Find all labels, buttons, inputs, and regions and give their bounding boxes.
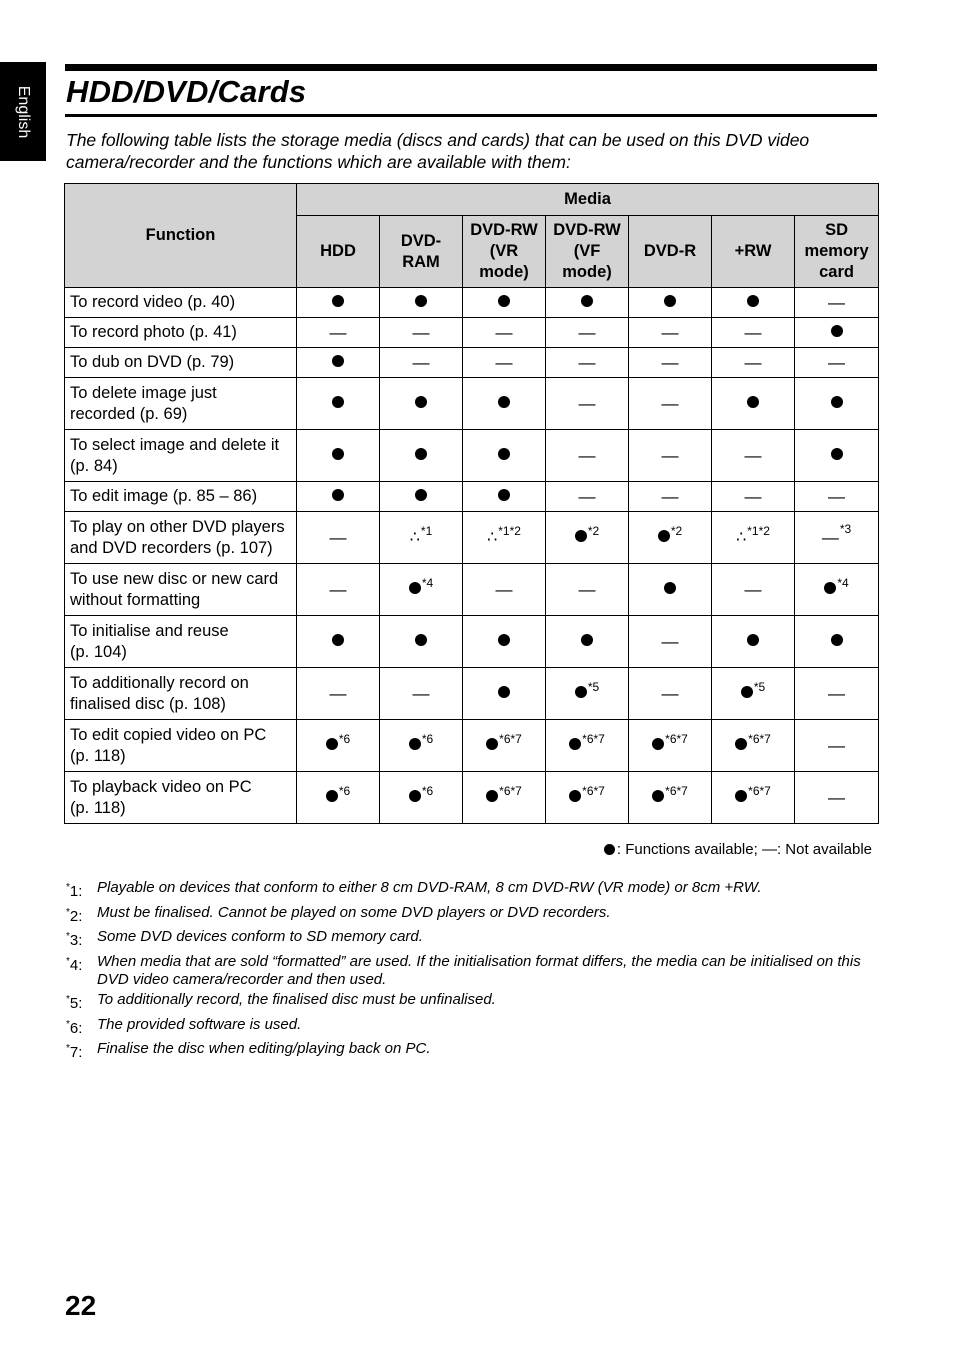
- table-row: [65, 288, 879, 318]
- availability-cell: [629, 564, 712, 616]
- table-row: [65, 720, 879, 772]
- available-dot-icon: [831, 396, 843, 408]
- not-available-dash-icon: —: [661, 393, 679, 413]
- available-dot-icon: [735, 790, 747, 802]
- availability-cell: [463, 430, 546, 482]
- available-dot-icon: [831, 634, 843, 646]
- available-dot-icon: [735, 738, 747, 750]
- available-dot-icon: [498, 396, 510, 408]
- availability-cell: [380, 288, 463, 318]
- available-dot-icon: [569, 790, 581, 802]
- availability-cell: [629, 720, 712, 772]
- availability-cell: [712, 430, 795, 482]
- available-dot-icon: [575, 530, 587, 542]
- availability-cell: [712, 378, 795, 430]
- function-header: Function: [65, 184, 297, 288]
- availability-cell: [546, 348, 629, 378]
- column-header: SD memory card: [795, 216, 879, 288]
- function-cell: To record video (p. 40): [65, 288, 297, 318]
- footnote-ref: *6: [338, 732, 351, 746]
- availability-cell: [463, 318, 546, 348]
- not-available-dash-icon: —: [821, 527, 839, 547]
- not-available-dash-icon: —: [744, 322, 762, 342]
- available-dot-icon: [664, 295, 676, 307]
- availability-cell: [795, 348, 879, 378]
- availability-cell: [463, 668, 546, 720]
- available-dot-icon: [498, 634, 510, 646]
- availability-cell: [795, 430, 879, 482]
- availability-cell: [380, 720, 463, 772]
- available-dot-icon: [498, 686, 510, 698]
- table-row: [65, 378, 879, 430]
- not-available-dash-icon: —: [495, 352, 513, 372]
- availability-cell: [795, 288, 879, 318]
- footnote-text: The provided software is used.: [97, 1015, 302, 1033]
- footnote-item: [66, 1040, 876, 1062]
- partial-availability-icon: ∴: [487, 529, 498, 546]
- not-available-dash-icon: —: [412, 322, 430, 342]
- availability-cell: [463, 616, 546, 668]
- function-cell: To use new disc or new card without formatting: [65, 564, 297, 616]
- availability-cell: [546, 318, 629, 348]
- availability-cell: [380, 772, 463, 824]
- function-cell: To edit copied video on PC (p. 118): [65, 720, 297, 772]
- function-cell: To select image and delete it (p. 84): [65, 430, 297, 482]
- function-cell: To additionally record on finalised disc (p. 108): [65, 668, 297, 720]
- table-row: [65, 668, 879, 720]
- legend: [604, 841, 872, 858]
- availability-cell: [546, 616, 629, 668]
- footnote-number: 3: [69, 932, 79, 949]
- not-available-dash-icon: —: [578, 393, 596, 413]
- available-dot-icon: [581, 634, 593, 646]
- not-available-dash-icon: —: [828, 486, 846, 506]
- available-dot-icon: [332, 396, 344, 408]
- availability-cell: [629, 318, 712, 348]
- availability-cell: [380, 378, 463, 430]
- not-available-dash-icon: —: [661, 322, 679, 342]
- not-available-dash-icon: —: [661, 352, 679, 372]
- availability-cell: [546, 772, 629, 824]
- availability-cell: [795, 616, 879, 668]
- footnote-number: 2: [69, 907, 79, 925]
- not-available-dash-icon: —: [495, 579, 513, 599]
- title-underline: [65, 114, 877, 117]
- availability-cell: [629, 288, 712, 318]
- footnote-number: 5: [69, 995, 79, 1012]
- footnote-key: *6:: [66, 1018, 83, 1037]
- available-dot-icon: [652, 790, 664, 802]
- function-cell: To play on other DVD players and DVD recorders (p. 107): [65, 512, 297, 564]
- title-top-rule: [65, 64, 877, 71]
- availability-cell: [546, 564, 629, 616]
- page-number: 22: [65, 1290, 97, 1321]
- availability-cell: [297, 430, 380, 482]
- availability-cell: [629, 772, 712, 824]
- table-row: [65, 482, 879, 512]
- available-dot-icon: [824, 582, 836, 594]
- footnote-ref: *5: [587, 680, 600, 694]
- available-dot-icon: [569, 738, 581, 750]
- function-cell: To edit image (p. 85 – 86): [65, 482, 297, 512]
- footnote-ref: *6*7: [748, 784, 771, 798]
- availability-cell: [712, 720, 795, 772]
- available-dot-icon: [332, 489, 344, 501]
- not-available-dash-icon: —: [578, 486, 596, 506]
- not-available-dash-icon: —: [828, 292, 846, 312]
- not-available-dash-icon: —: [828, 787, 846, 807]
- footnote-ref: *2: [670, 524, 683, 538]
- footnote-ref: *1*2: [747, 524, 770, 538]
- available-dot-icon: [415, 448, 427, 460]
- availability-cell: [463, 288, 546, 318]
- not-available-dash-icon: —: [578, 352, 596, 372]
- availability-cell: [380, 430, 463, 482]
- availability-cell: [297, 512, 380, 564]
- not-available-dash-icon: —: [329, 527, 347, 547]
- not-available-dash-icon: —: [412, 683, 430, 703]
- footnote-number: 4: [69, 956, 79, 974]
- availability-cell: [297, 288, 380, 318]
- availability-cell: [463, 378, 546, 430]
- language-tab: [0, 62, 46, 161]
- column-header: DVD-R: [629, 216, 712, 288]
- footnote-text: Must be finalised. Cannot be played on some DVD players or DVD recorders.: [97, 903, 611, 921]
- footnote-ref: *6: [338, 784, 351, 798]
- footnote-key: *5:: [66, 994, 83, 1012]
- footnote-ref: *6*7: [665, 732, 688, 746]
- footnote-ref: *2: [587, 524, 600, 538]
- available-dot-icon: [415, 295, 427, 307]
- intro-paragraph: The following table lists the storage media (discs and cards) that can be used on this DVD video camera/recorder and the functions which are available with them:: [66, 130, 810, 172]
- function-cell: To delete image just recorded (p. 69): [65, 378, 297, 430]
- availability-cell: [795, 668, 879, 720]
- availability-cell: [795, 482, 879, 512]
- available-dot-icon: [326, 790, 338, 802]
- available-dot-icon: [326, 738, 338, 750]
- available-dot-icon: [409, 790, 421, 802]
- available-dot-icon: [575, 686, 587, 698]
- availability-cell: [629, 482, 712, 512]
- availability-cell: [795, 318, 879, 348]
- availability-cell: [546, 430, 629, 482]
- footnote-ref: *6*7: [665, 784, 688, 798]
- not-available-dash-icon: —: [495, 322, 513, 342]
- availability-cell: [380, 318, 463, 348]
- availability-cell: [629, 512, 712, 564]
- not-available-dash-icon: —: [661, 683, 679, 703]
- footnote-ref: *6*7: [582, 732, 605, 746]
- legend-text: : Functions available; —: Not available: [616, 841, 872, 858]
- availability-cell: [546, 668, 629, 720]
- column-header: DVD-RW (VF mode): [546, 216, 629, 288]
- availability-cell: [297, 378, 380, 430]
- column-header: +RW: [712, 216, 795, 288]
- availability-cell: [297, 668, 380, 720]
- footnote-item: [66, 991, 876, 1013]
- footnote-key: *3:: [66, 931, 83, 949]
- availability-cell: [546, 378, 629, 430]
- availability-cell: [380, 482, 463, 512]
- footnotes: [66, 879, 876, 1065]
- footnote-ref: *6*7: [748, 732, 771, 746]
- table-row: [65, 430, 879, 482]
- not-available-dash-icon: —: [744, 579, 762, 599]
- availability-cell: [463, 564, 546, 616]
- footnote-key: *1:: [66, 882, 83, 900]
- availability-cell: [712, 616, 795, 668]
- availability-cell: [463, 512, 546, 564]
- availability-cell: [380, 564, 463, 616]
- media-header: Media: [297, 184, 879, 216]
- availability-cell: [297, 348, 380, 378]
- page-title: HDD/DVD/Cards: [66, 74, 307, 109]
- availability-cell: [629, 668, 712, 720]
- function-cell: To record photo (p. 41): [65, 318, 297, 348]
- footnote-key: *2:: [66, 906, 83, 925]
- not-available-dash-icon: —: [329, 322, 347, 342]
- footnote-key: *7:: [66, 1043, 83, 1061]
- partial-availability-icon: ∴: [409, 529, 420, 546]
- footnote-key: *4:: [66, 955, 83, 974]
- availability-cell: [629, 616, 712, 668]
- not-available-dash-icon: —: [744, 486, 762, 506]
- footnote-ref: *4: [421, 576, 434, 590]
- availability-cell: [297, 720, 380, 772]
- availability-cell: [712, 348, 795, 378]
- footnote-item: [66, 879, 876, 901]
- footnote-ref: *6*7: [582, 784, 605, 798]
- available-dot-icon: [747, 295, 759, 307]
- footnote-item: [66, 928, 876, 950]
- available-dot-icon: [498, 448, 510, 460]
- availability-cell: [712, 482, 795, 512]
- available-dot-icon: [409, 582, 421, 594]
- footnote-ref: *6*7: [499, 784, 522, 798]
- availability-cell: [795, 378, 879, 430]
- availability-cell: [297, 318, 380, 348]
- column-header: DVD-RW (VR mode): [463, 216, 546, 288]
- footnote-number: 7: [69, 1044, 79, 1061]
- availability-cell: [712, 318, 795, 348]
- footnote-item: [66, 1016, 876, 1038]
- not-available-dash-icon: —: [744, 352, 762, 372]
- available-dot-icon: [486, 790, 498, 802]
- function-cell: To dub on DVD (p. 79): [65, 348, 297, 378]
- footnote-ref: *6*7: [499, 732, 522, 746]
- language-tab-label: English: [15, 85, 32, 139]
- availability-cell: [712, 564, 795, 616]
- availability-cell: [380, 512, 463, 564]
- availability-cell: [297, 616, 380, 668]
- footnote-ref: *6: [421, 784, 434, 798]
- table-row: [65, 318, 879, 348]
- available-dot-icon: [581, 295, 593, 307]
- partial-availability-icon: ∴: [736, 529, 747, 546]
- availability-cell: [297, 564, 380, 616]
- available-dot-icon: [664, 582, 676, 594]
- not-available-dash-icon: —: [578, 322, 596, 342]
- footnote-text: When media that are sold “formatted” are used. If the initialisation format differs, the media can be initialised on this DVD video camera/recorder and then used.: [97, 952, 861, 988]
- availability-cell: [795, 564, 879, 616]
- not-available-dash-icon: —: [578, 445, 596, 465]
- footnote-item: [66, 953, 876, 989]
- footnote-text: Playable on devices that conform to either 8 cm DVD-RAM, 8 cm DVD-RW (VR mode) or 8cm +RW.: [97, 879, 762, 896]
- availability-cell: [380, 616, 463, 668]
- available-dot-icon: [741, 686, 753, 698]
- footnote-number: 1: [69, 883, 79, 900]
- available-dot-icon: [498, 489, 510, 501]
- footnote-text: Some DVD devices conform to SD memory card.: [97, 928, 423, 945]
- footnote-ref: *5: [753, 680, 766, 694]
- footnote-number: 6: [69, 1019, 79, 1037]
- available-dot-icon: [652, 738, 664, 750]
- footnote-text: To additionally record, the finalised disc must be unfinalised.: [97, 991, 496, 1008]
- footnote-item: [66, 904, 876, 926]
- available-dot-icon: [658, 530, 670, 542]
- not-available-dash-icon: —: [828, 735, 846, 755]
- not-available-dash-icon: —: [744, 445, 762, 465]
- table-row: [65, 564, 879, 616]
- available-dot-icon: [498, 295, 510, 307]
- media-function-table: [64, 183, 879, 824]
- available-dot-icon: [332, 295, 344, 307]
- available-dot-icon: [747, 634, 759, 646]
- table-row: [65, 348, 879, 378]
- availability-cell: [463, 720, 546, 772]
- availability-cell: [463, 772, 546, 824]
- availability-cell: [795, 512, 879, 564]
- availability-cell: [463, 482, 546, 512]
- availability-cell: [546, 512, 629, 564]
- not-available-dash-icon: —: [329, 683, 347, 703]
- availability-cell: [712, 288, 795, 318]
- available-dot-icon: [415, 396, 427, 408]
- availability-cell: [712, 772, 795, 824]
- not-available-dash-icon: —: [828, 683, 846, 703]
- available-dot-icon: [831, 448, 843, 460]
- available-dot-icon: [747, 396, 759, 408]
- not-available-dash-icon: —: [661, 445, 679, 465]
- function-cell: To initialise and reuse (p. 104): [65, 616, 297, 668]
- availability-cell: [380, 668, 463, 720]
- table-row: [65, 772, 879, 824]
- available-dot-icon: [409, 738, 421, 750]
- availability-cell: [629, 378, 712, 430]
- footnote-ref: *1*2: [498, 524, 521, 538]
- availability-cell: [297, 772, 380, 824]
- available-dot-icon: [332, 634, 344, 646]
- footnote-text: Finalise the disc when editing/playing back on PC.: [97, 1040, 431, 1057]
- availability-cell: [546, 720, 629, 772]
- available-dot-icon: [332, 355, 344, 367]
- footnote-ref: *1: [420, 524, 433, 538]
- availability-cell: [380, 348, 463, 378]
- availability-cell: [297, 482, 380, 512]
- availability-cell: [712, 512, 795, 564]
- footnote-ref: *4: [837, 576, 849, 590]
- not-available-dash-icon: —: [661, 631, 679, 651]
- not-available-dash-icon: —: [412, 352, 430, 372]
- not-available-dash-icon: —: [329, 579, 347, 599]
- available-dot-icon: [486, 738, 498, 750]
- column-header: HDD: [297, 216, 380, 288]
- table-row: [65, 616, 879, 668]
- availability-cell: [795, 720, 879, 772]
- availability-cell: [795, 772, 879, 824]
- availability-cell: [712, 668, 795, 720]
- availability-cell: [629, 430, 712, 482]
- available-dot-icon: [415, 489, 427, 501]
- not-available-dash-icon: —: [828, 352, 846, 372]
- availability-cell: [546, 288, 629, 318]
- availability-cell: [546, 482, 629, 512]
- column-header: DVD- RAM: [380, 216, 463, 288]
- not-available-dash-icon: —: [578, 579, 596, 599]
- availability-cell: [463, 348, 546, 378]
- available-dot-icon: [332, 448, 344, 460]
- table-row: [65, 512, 879, 564]
- function-cell: To playback video on PC (p. 118): [65, 772, 297, 824]
- available-dot-icon: [415, 634, 427, 646]
- footnote-ref: *3: [839, 521, 852, 536]
- not-available-dash-icon: —: [661, 486, 679, 506]
- available-dot-icon: [831, 325, 843, 337]
- legend-dot-icon: [604, 844, 615, 855]
- availability-cell: [629, 348, 712, 378]
- footnote-ref: *6: [421, 732, 434, 746]
